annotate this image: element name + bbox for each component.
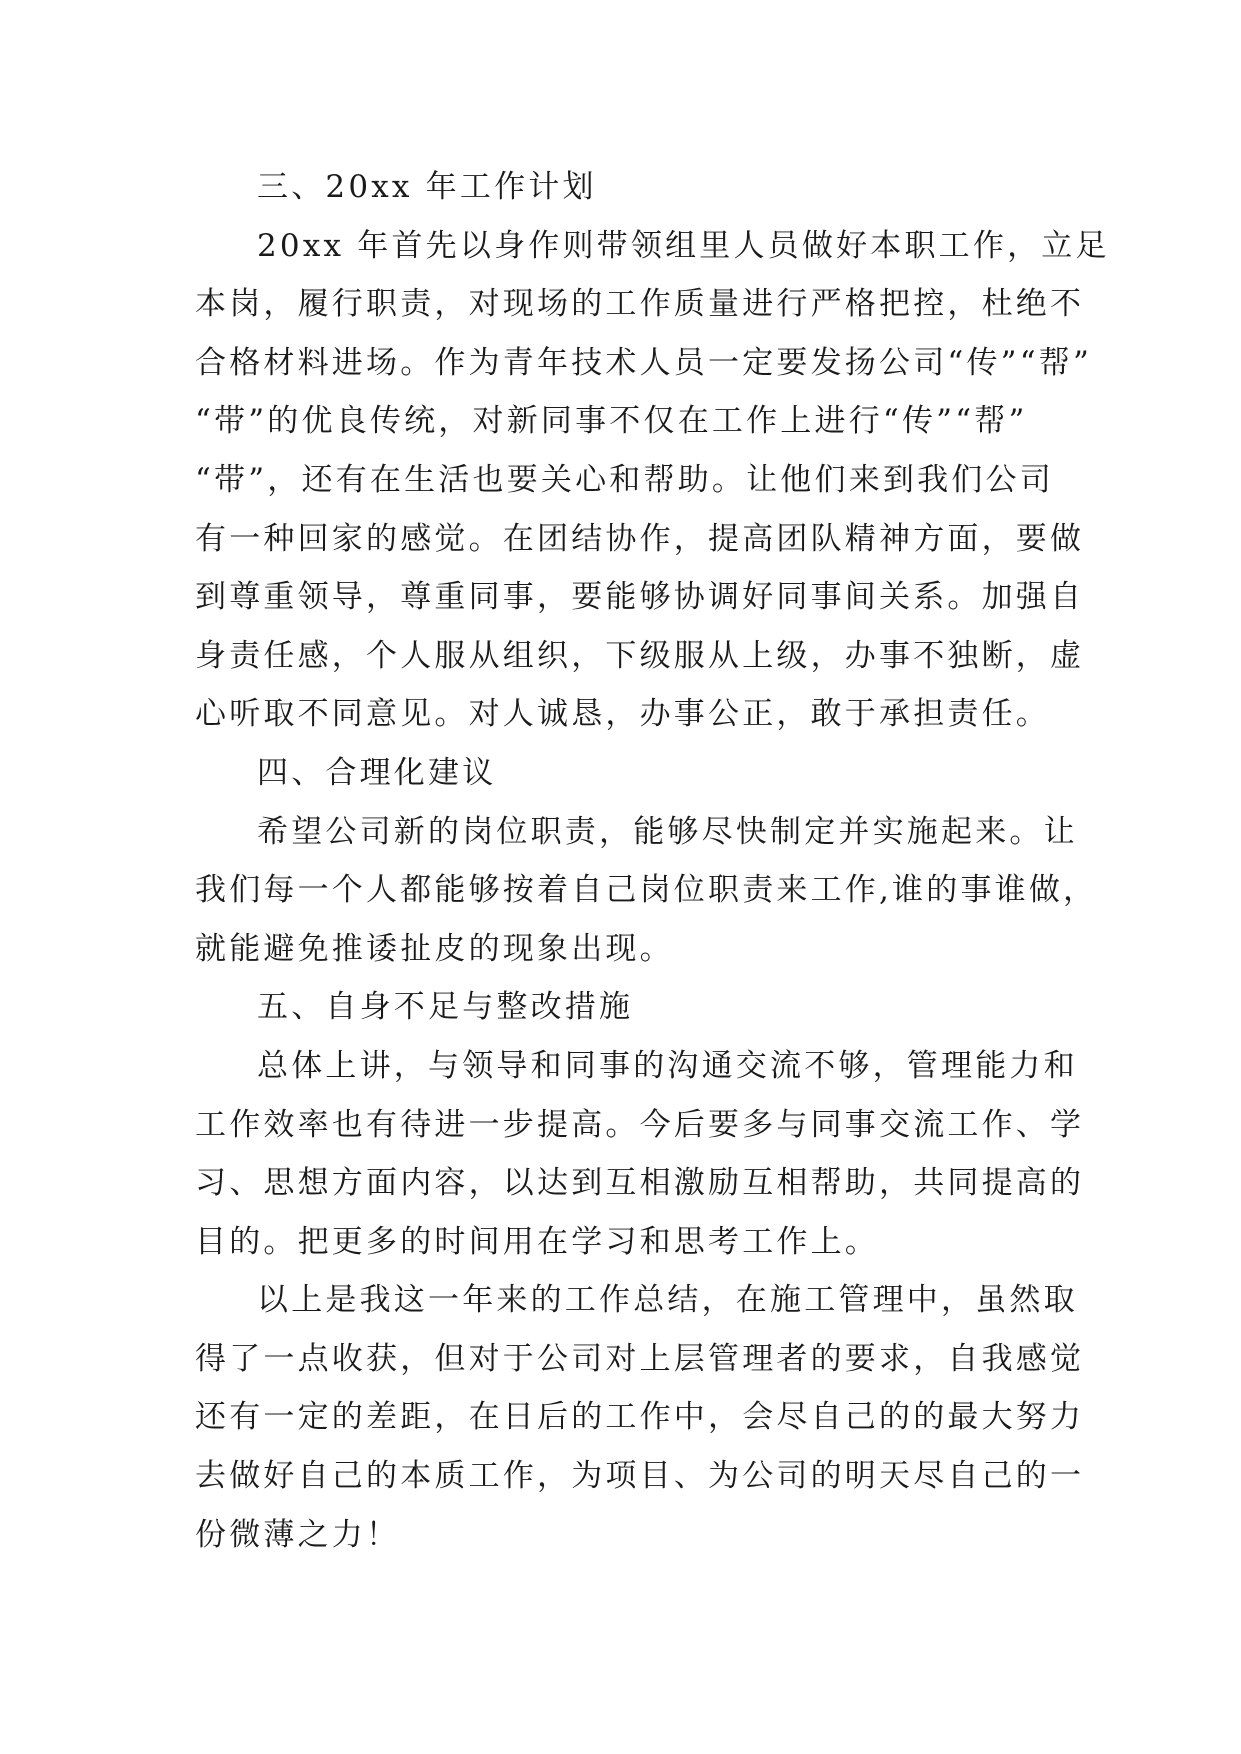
text-line: 心听取不同意见。对人诚恳，办事公正，敢于承担责任。 (195, 696, 1050, 733)
section-heading-plan: 三、20xx 年工作计划 (257, 169, 597, 205)
text-line: 习、思想方面内容，以达到互相激励互相帮助，共同提高的 (195, 1165, 1085, 1202)
text-line: 本岗，履行职责，对现场的工作质量进行严格把控，杜绝不 (195, 286, 1085, 323)
text-line: 去做好自己的本质工作，为项目、为公司的明天尽自己的一 (195, 1458, 1085, 1495)
section-heading-suggestions: 四、合理化建议 (257, 754, 497, 791)
text-line: 目的。把更多的时间用在学习和思考工作上。 (195, 1223, 879, 1260)
document-body (195, 158, 1110, 1564)
text-line: 还有一定的差距，在日后的工作中，会尽自己的的最大努力 (195, 1399, 1085, 1436)
text-line: 有一种回家的感觉。在团结协作，提高团队精神方面，要做 (195, 520, 1085, 557)
text-line: 总体上讲，与领导和同事的沟通交流不够，管理能力和 (257, 1047, 1078, 1084)
text-line: 以上是我这一年来的工作总结，在施工管理中，虽然取 (257, 1282, 1078, 1319)
text-line: 希望公司新的岗位职责，能够尽快制定并实施起来。让 (257, 813, 1078, 850)
text-line: 就能避免推诿扯皮的现象出现。 (195, 930, 674, 967)
text-line: 份微薄之力！ (195, 1516, 401, 1553)
text-line: “带”，还有在生活也要关心和帮助。让他们来到我们公司 (195, 461, 1054, 498)
text-line: 20xx 年首先以身作则带领组里人员做好本职工作，立足 (257, 227, 1110, 264)
text-line: 身责任感，个人服从组织，下级服从上级，办事不独断，虚 (195, 637, 1085, 674)
text-line: 工作效率也有待进一步提高。今后要多与同事交流工作、学 (195, 1106, 1085, 1143)
text-line: 到尊重领导，尊重同事，要能够协调好同事间关系。加强自 (195, 579, 1085, 616)
section-heading-shortcomings: 五、自身不足与整改措施 (257, 989, 634, 1026)
text-line: “带”的优良传统，对新同事不仅在工作上进行“传”“帮” (195, 403, 1028, 440)
text-line: 我们每一个人都能够按着自己岗位职责来工作,谁的事谁做， (195, 872, 1098, 909)
text-line: 合格材料进场。作为青年技术人员一定要发扬公司“传”“帮” (195, 344, 1092, 381)
text-line: 得了一点收获，但对于公司对上层管理者的要求，自我感觉 (195, 1340, 1085, 1377)
